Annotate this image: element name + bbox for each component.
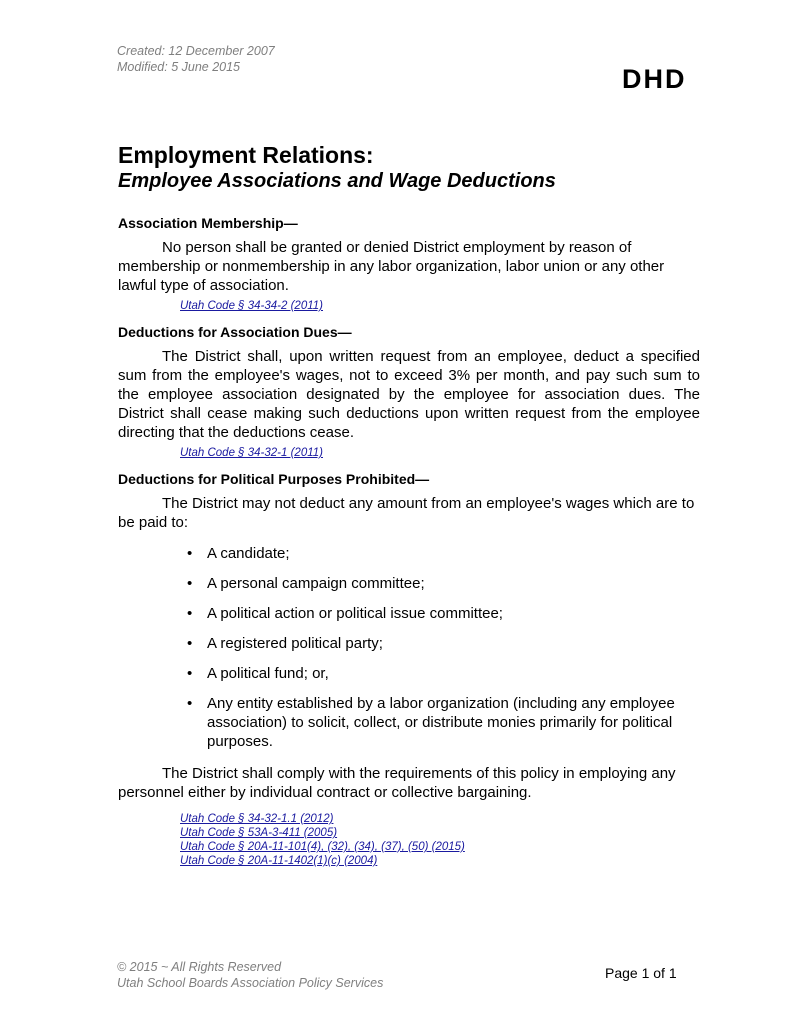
section-association-dues [118, 323, 700, 460]
document-metadata [117, 43, 275, 75]
prohibited-recipients-list [118, 544, 700, 751]
section-paragraph: The District may not deduct any amount from an employee's wages which are to be paid to: [118, 495, 695, 531]
legal-reference-link[interactable]: Utah Code § 34-32-1.1 (2012) [180, 813, 334, 825]
document-title [118, 142, 556, 194]
modified-date: Modified: 5 June 2015 [117, 60, 241, 74]
bullet-icon: • [187, 605, 193, 622]
legal-reference-link[interactable]: Utah Code § 34-34-2 (2011) [180, 300, 323, 312]
list-item [118, 634, 700, 653]
list-item [118, 544, 700, 563]
title-subtitle: Employee Associations and Wage Deductions [118, 170, 556, 192]
section-association-membership [118, 214, 700, 313]
legal-reference-link[interactable]: Utah Code § 20A-11-101(4), (32), (34), (37), (50) (2015) [180, 841, 465, 853]
bullet-icon: • [187, 695, 193, 712]
bullet-icon: • [187, 575, 193, 592]
title-main: Employment Relations: [118, 142, 374, 168]
list-item-text: A political action or political issue committee; [207, 605, 503, 622]
section-heading: Deductions for Political Purposes Prohibited— [118, 471, 430, 487]
copyright-notice: © 2015 ~ All Rights Reserved [117, 960, 282, 974]
page-footer [117, 959, 383, 991]
section-political-deductions [118, 470, 700, 868]
page-number: Page 1 of 1 [605, 965, 677, 981]
list-item [118, 604, 700, 623]
legal-reference-link[interactable]: Utah Code § 53A-3-411 (2005) [180, 827, 338, 839]
list-item [118, 574, 700, 593]
legal-references [180, 812, 700, 868]
section-heading: Deductions for Association Dues— [118, 324, 352, 340]
section-heading: Association Membership— [118, 215, 298, 231]
publisher-name: Utah School Boards Association Policy Services [117, 976, 384, 990]
policy-code: DHD [622, 64, 687, 94]
bullet-icon: • [187, 635, 193, 652]
section-paragraph: The District shall, upon written request from an employee, deduct a specified sum from the employee's wages, not to exceed 3% per month, and pay such sum to the employee association designated by the employee for association dues. The District shall cease making such deductions upon written request from the employee directing that the deductions cease. [118, 348, 700, 441]
list-item-text: Any entity established by a labor organization (including any employee association) to solicit, collect, or distribute monies primarily for political purposes. [207, 695, 675, 750]
list-item-text: A registered political party; [207, 635, 383, 652]
list-item-text: A candidate; [207, 545, 290, 562]
list-item-text: A personal campaign committee; [207, 575, 425, 592]
policy-body [118, 214, 700, 878]
legal-reference-link[interactable]: Utah Code § 34-32-1 (2011) [180, 447, 323, 459]
section-paragraph: No person shall be granted or denied District employment by reason of membership or nonmembership in any labor organization, labor union or any other lawful type of association. [118, 239, 665, 294]
list-item [118, 664, 700, 683]
legal-reference-link[interactable]: Utah Code § 20A-11-1402(1)(c) (2004) [180, 855, 378, 867]
bullet-icon: • [187, 665, 193, 682]
created-date: Created: 12 December 2007 [117, 44, 275, 58]
bullet-icon: • [187, 545, 193, 562]
section-closing-paragraph: The District shall comply with the requirements of this policy in employing any personnel either by individual contract or collective bargaining. [118, 765, 676, 801]
list-item-text: A political fund; or, [207, 665, 329, 682]
list-item [118, 694, 700, 751]
